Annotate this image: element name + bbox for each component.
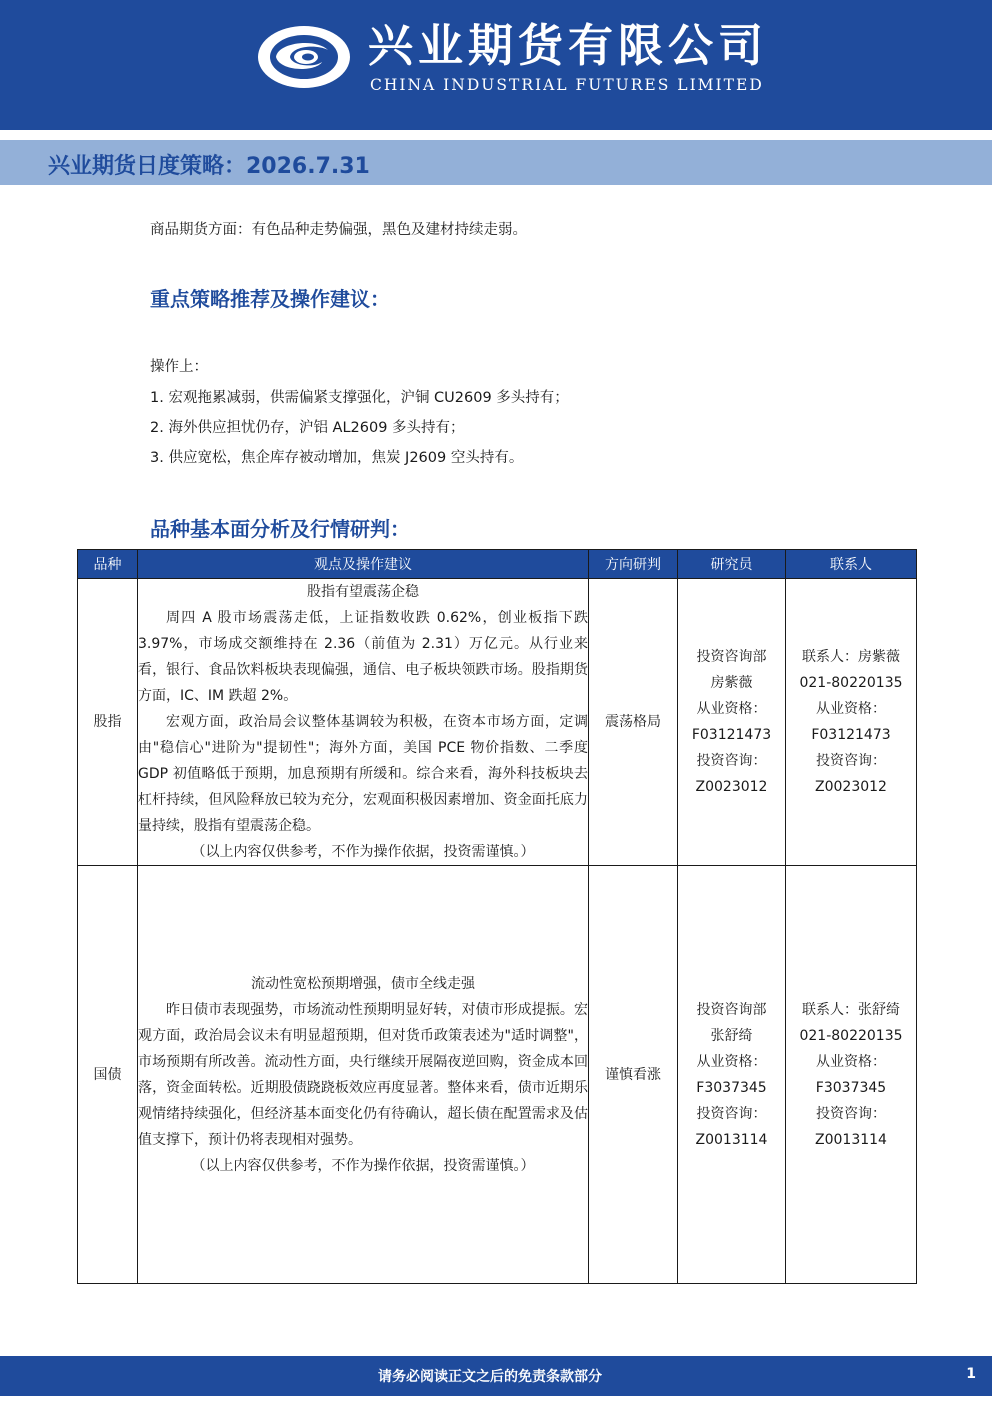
consulting-number: Z0023012	[815, 779, 887, 795]
variety-cell: 股指	[78, 579, 138, 866]
researcher-name: 张舒绮	[710, 1027, 753, 1044]
consulting-label: 投资咨询：	[696, 1105, 767, 1122]
qualification-label: 从业资格：	[696, 701, 767, 717]
researcher-dept: 投资咨询部	[696, 1001, 767, 1018]
disclaimer-footer: 请务必阅读正文之后的免责条款部分	[378, 1369, 602, 1385]
column-header: 研究员	[678, 550, 786, 579]
page-title: 兴业期货日度策略：2026.7.31	[48, 154, 370, 179]
title-bar	[0, 140, 992, 185]
strategy-item: 1. 宏观拖累减弱，供需偏紧支撑强化，沪铜 CU2609 多头持有；	[150, 390, 569, 406]
table-row	[78, 579, 917, 866]
qualification-label: 从业资格：	[696, 1053, 767, 1070]
researcher-name: 房紫薇	[710, 675, 753, 691]
analysis-table	[77, 549, 917, 1284]
consulting-number: Z0013114	[815, 1131, 887, 1148]
contact-name: 联系人：房紫薇	[802, 649, 900, 665]
disclaimer-note: （以上内容仅供参考，不作为操作依据，投资需谨慎。）	[191, 844, 535, 860]
company-name-en: CHINA INDUSTRIAL FUTURES LIMITED	[370, 76, 764, 94]
column-header: 方向研判	[589, 550, 678, 579]
column-header: 观点及操作建议	[138, 550, 589, 579]
table-row	[78, 866, 917, 1284]
direction-cell: 谨慎看涨	[589, 866, 678, 1284]
table-header-row	[78, 550, 917, 579]
strategy-item: 3. 供应宽松，焦企库存被动增加，焦炭 J2609 空头持有。	[150, 450, 524, 466]
view-paragraph: 昨日债市表现强势，市场流动性预期明显好转，对债市形成提振。宏观方面，政治局会议未有明显超预期，但对货币政策表述为"适时调整"，市场预期有所改善。流动性方面，央行继续开展隔夜逆回购，资金成本回落，资金面转松。近期股债跷跷板效应再度显著。整体来看，债市近期乐观情绪持续强化，但经济基本面变化仍有待确认，超长债在配置需求及估值支撑下，预计仍将表现相对强势。	[138, 1001, 588, 1148]
direction-cell: 震荡格局	[589, 579, 678, 866]
view-title: 流动性宽松预期增强，债市全线走强	[251, 975, 475, 992]
contact-cell	[786, 866, 917, 1284]
page-number: 1	[966, 1366, 976, 1382]
researcher-dept: 投资咨询部	[696, 649, 767, 665]
view-title: 股指有望震荡企稳	[307, 584, 419, 600]
consulting-label: 投资咨询：	[816, 1105, 886, 1122]
qualification-label: 从业资格：	[816, 1053, 886, 1070]
view-cell	[138, 866, 589, 1284]
contact-cell	[786, 579, 917, 866]
footer-bar	[0, 1356, 992, 1396]
strategy-heading: 重点策略推荐及操作建议：	[150, 287, 390, 311]
operation-intro: 操作上：	[150, 359, 208, 375]
view-paragraph: 宏观方面，政治局会议整体基调较为积极，在资本市场方面，定调由"稳信心"进阶为"提韧性"；海外方面，美国 PCE 物价指数、二季度 GDP 初值略低于预期，加息预期有所缓和。综合来看，海外科技板块去杠杆持续，但风险释放已较为充分，宏观面积极因素增加、资金面托底力量持续，股指有望震荡企稳。	[138, 714, 588, 834]
consulting-label: 投资咨询：	[696, 753, 767, 769]
contact-name: 联系人：张舒绮	[802, 1001, 900, 1018]
disclaimer-note: （以上内容仅供参考，不作为操作依据，投资需谨慎。）	[191, 1157, 535, 1174]
consulting-number: Z0023012	[695, 779, 768, 795]
consulting-label: 投资咨询：	[816, 753, 886, 769]
contact-phone: 021-80220135	[799, 1027, 903, 1044]
researcher-cell	[678, 579, 786, 866]
qualification-number: F03121473	[811, 727, 891, 743]
column-header: 联系人	[786, 550, 917, 579]
variety-cell: 国债	[78, 866, 138, 1284]
researcher-cell	[678, 866, 786, 1284]
company-logo-icon	[256, 24, 352, 90]
consulting-number: Z0013114	[695, 1131, 768, 1148]
contact-phone: 021-80220135	[799, 675, 903, 691]
qualification-number: F3037345	[696, 1079, 767, 1096]
analysis-heading: 品种基本面分析及行情研判：	[150, 517, 410, 541]
view-cell	[138, 579, 589, 866]
qualification-number: F3037345	[815, 1079, 887, 1096]
strategy-item: 2. 海外供应担忧仍存，沪铝 AL2609 多头持有；	[150, 420, 465, 436]
view-paragraph: 周四 A 股市场震荡走低，上证指数收跌 0.62%，创业板指下跌 3.97%，市场成交额维持在 2.36（前值为 2.31）万亿元。从行业来看，银行、食品饮料板块表现偏强，通信、电子板块领跌市场。股指期货方面，IC、IM 跌超 2%。	[138, 610, 588, 704]
qualification-label: 从业资格：	[816, 701, 886, 717]
header-banner	[0, 0, 992, 130]
qualification-number: F03121473	[691, 727, 772, 743]
summary-text: 商品期货方面：有色品种走势偏强，黑色及建材持续走弱。	[150, 222, 527, 238]
column-header: 品种	[78, 550, 138, 579]
company-name-cn: 兴业期货有限公司	[368, 19, 769, 72]
